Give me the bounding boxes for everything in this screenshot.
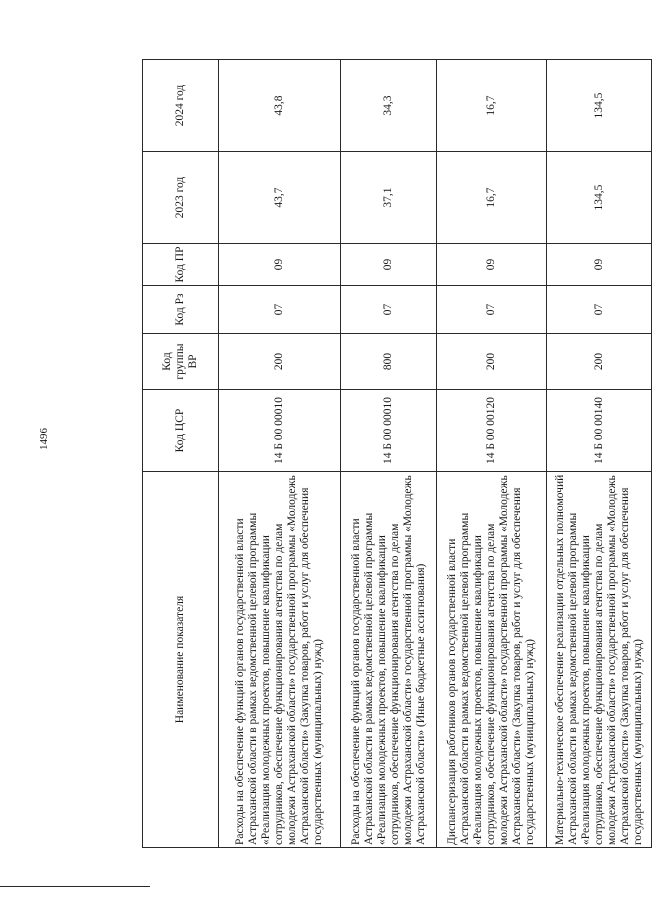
header-2023: 2023 год (143, 152, 219, 244)
footer-rule (0, 886, 150, 887)
row-csr: 14 Б 00 00140 (547, 390, 652, 472)
row-rz: 07 (341, 286, 437, 334)
row-2023: 16,7 (437, 152, 547, 244)
row-2024: 34,3 (341, 60, 437, 152)
row-2023: 134,5 (547, 152, 652, 244)
header-vr: Код группы ВР (143, 334, 219, 390)
row-name: Расходы на обеспечение функций органов государственной власти Астраханской области в рамках ведомственной целевой программы «Реализация молодежных проектов, повышение квалификации сотрудников, обеспечение функционирования агентства по делам молодежи Астраханской области» государственной программы «Молодежь Астраханской области» (Закупка товаров, работ и услуг для обеспечения государственных (муниципальных) нужд) (219, 472, 341, 848)
row-2024: 43,8 (219, 60, 341, 152)
row-vr: 800 (341, 334, 437, 390)
row-name: Расходы на обеспечение функций органов государственной власти Астраханской области в рамках ведомственной целевой программы «Реализация молодежных проектов, повышение квалификации сотрудников, обеспечение функционирования агентства по делам молодежи Астраханской области» государственной программы «Молодежь Астраханской области» (Иные бюджетные ассигнования) (341, 472, 437, 848)
row-2024: 134,5 (547, 60, 652, 152)
row-vr: 200 (437, 334, 547, 390)
budget-table (142, 59, 652, 848)
row-csr: 14 Б 00 00120 (437, 390, 547, 472)
row-2023: 43,7 (219, 152, 341, 244)
row-vr: 200 (547, 334, 652, 390)
header-2024: 2024 год (143, 60, 219, 152)
table-row (341, 60, 437, 848)
table-header-row (143, 60, 219, 848)
table-row (547, 60, 652, 848)
row-csr: 14 Б 00 00010 (341, 390, 437, 472)
row-name: Материально-техническое обеспечение реализации отдельных полномочий Астраханской области в рамках ведомственной целевой программы «Реализация молодежных проектов, повышение квалификации сотрудников, обеспечение функционирования агентства по делам молодежи Астраханской области» государственной программы «Молодежь Астраханской области» (Закупка товаров, работ и услуг для обеспечения государственных (муниципальных) нужд) (547, 472, 652, 848)
row-csr: 14 Б 00 00010 (219, 390, 341, 472)
table-row (437, 60, 547, 848)
row-2023: 37,1 (341, 152, 437, 244)
row-pr: 09 (341, 244, 437, 286)
row-pr: 09 (547, 244, 652, 286)
row-pr: 09 (437, 244, 547, 286)
row-rz: 07 (437, 286, 547, 334)
rotated-table-container (142, 60, 644, 848)
page-number: 1496 (38, 428, 50, 450)
header-pr: Код ПР (143, 244, 219, 286)
row-name: Диспансеризация работников органов государственной власти Астраханской области в рамках ведомственной целевой программы «Реализация молодежных проектов, повышение квалификации сотрудников, обеспечение функционирования агентства по делам молодежи Астраханской области» государственной программы «Молодежь Астраханской области» (Закупка товаров, работ и услуг для обеспечения государственных (муниципальных) нужд) (437, 472, 547, 848)
row-rz: 07 (219, 286, 341, 334)
row-2024: 16,7 (437, 60, 547, 152)
header-rz: Код Рз (143, 286, 219, 334)
table-row (219, 60, 341, 848)
row-pr: 09 (219, 244, 341, 286)
header-name: Наименование показателя (143, 472, 219, 848)
header-csr: Код ЦСР (143, 390, 219, 472)
row-rz: 07 (547, 286, 652, 334)
row-vr: 200 (219, 334, 341, 390)
